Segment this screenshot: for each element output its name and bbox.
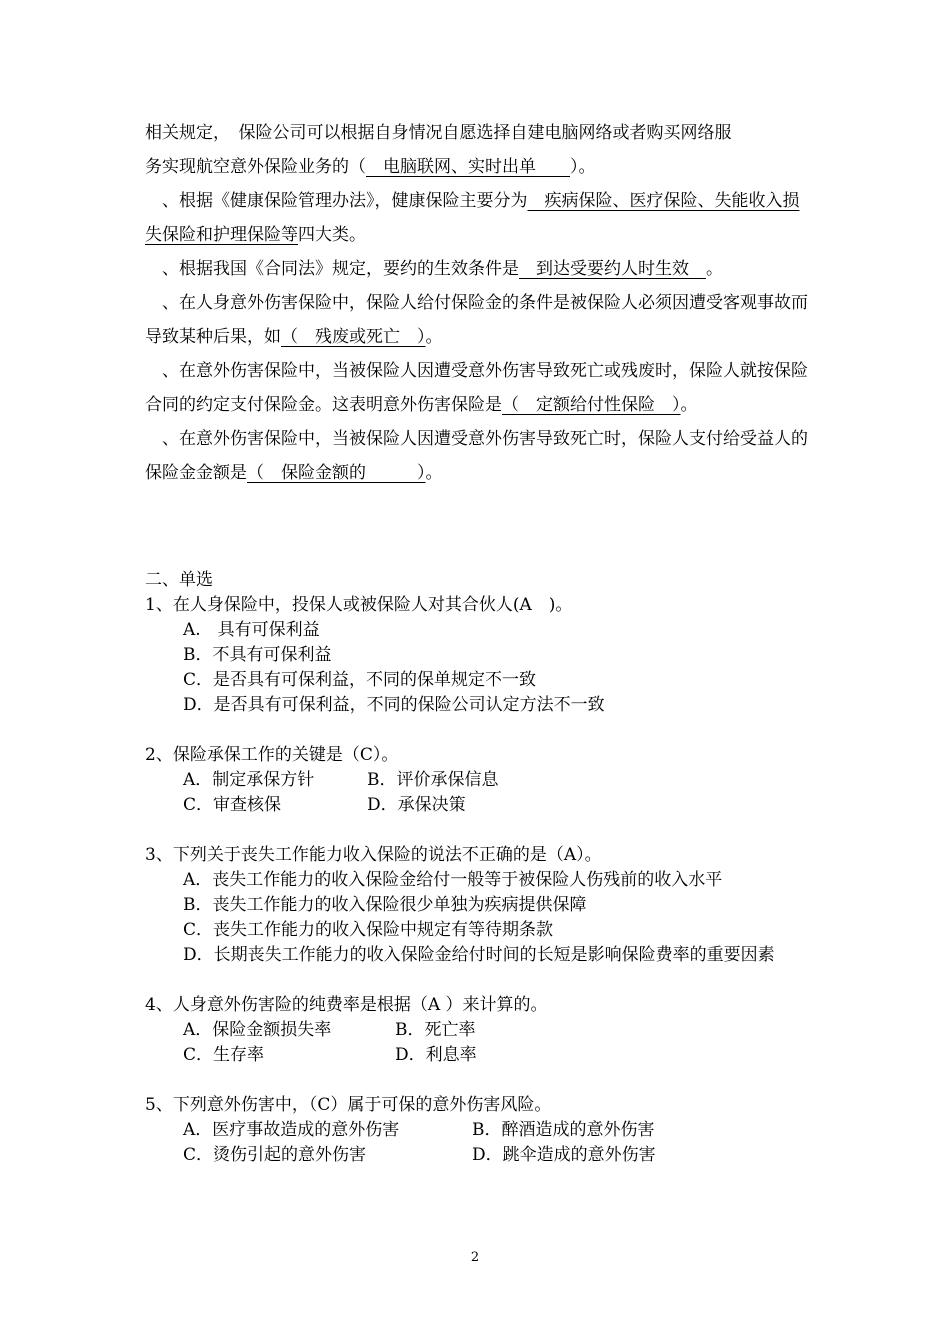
fill-text: 、在人身意外伤害保险中，保险人给付保险金的条件是被保险人必须因遭受客观事故而导致某种后果，如 bbox=[145, 293, 808, 347]
option: C．是否具有可保利益，不同的保单规定不一致 bbox=[183, 670, 537, 690]
fill-answer: （ 保险金额的 ） bbox=[247, 463, 426, 483]
fill-answer: （ 残废或死亡 ） bbox=[281, 327, 426, 347]
option: D．跳伞造成的意外伤害 bbox=[472, 1145, 656, 1165]
option: D．长期丧失工作能力的收入保险金给付时间的长短是影响保险费率的重要因素 bbox=[183, 945, 775, 965]
option-row bbox=[145, 1118, 810, 1143]
section-title: 二、单选 bbox=[145, 570, 213, 590]
option: C．审查核保 bbox=[183, 795, 282, 815]
option-row bbox=[145, 1143, 810, 1168]
fill-answer: 疾病保险、医疗保险、失能收入损失保险和护理保险等 bbox=[145, 191, 800, 245]
question-1 bbox=[145, 593, 810, 718]
fill-text: 、根据我国《合同法》规定，要约的生效条件是 bbox=[145, 259, 519, 279]
fill-answer: 到达受要约人时生效 bbox=[519, 259, 706, 279]
option-row bbox=[145, 1043, 810, 1068]
fill-item-4 bbox=[145, 286, 810, 354]
option: B．丧失工作能力的收入保险很少单独为疾病提供保障 bbox=[183, 895, 587, 915]
page-number: 2 bbox=[470, 1250, 480, 1265]
fill-item-2 bbox=[145, 184, 810, 252]
question-stem: 4、人身意外伤害险的纯费率是根据（A ）来计算的。 bbox=[145, 995, 548, 1015]
option: B．评价承保信息 bbox=[367, 770, 499, 790]
fill-item-3 bbox=[145, 252, 810, 286]
question-stem: 1、在人身保险中，投保人或被保险人对其合伙人(A )。 bbox=[145, 595, 573, 615]
option-row bbox=[145, 768, 810, 793]
question-stem: 5、下列意外伤害中，（C）属于可保的意外伤害风险。 bbox=[145, 1095, 552, 1115]
question-stem: 2、保险承保工作的关键是（C）。 bbox=[145, 745, 399, 765]
fill-in-section bbox=[145, 116, 810, 490]
fill-answer: （ 定额给付性保险 ） bbox=[502, 395, 681, 415]
question-stem: 3、下列关于丧失工作能力收入保险的说法不正确的是（A）。 bbox=[145, 845, 602, 865]
fill-text: 相关规定， 保险公司可以根据自身情况自愿选择自建电脑网络或者购买网络服 bbox=[145, 123, 732, 143]
fill-text: 。 bbox=[425, 327, 443, 347]
option: B．死亡率 bbox=[395, 1020, 476, 1040]
option: B．不具有可保利益 bbox=[183, 645, 332, 665]
fill-text: 、在意外伤害保险中，当被保险人因遭受意外伤害导致死亡或残废时，保险人就按保险合同的约定支付保险金。这表明意外伤害保险是 bbox=[145, 361, 808, 415]
question-2 bbox=[145, 743, 810, 818]
option: D．是否具有可保利益，不同的保险公司认定方法不一致 bbox=[183, 695, 605, 715]
fill-text: 。 bbox=[706, 259, 723, 279]
question-3 bbox=[145, 843, 810, 968]
option: A. 具有可保利益 bbox=[183, 620, 320, 640]
option: A．医疗事故造成的意外伤害 bbox=[183, 1120, 400, 1140]
option: C．烫伤引起的意外伤害 bbox=[183, 1145, 367, 1165]
option: B．醉酒造成的意外伤害 bbox=[472, 1120, 655, 1140]
fill-item-5 bbox=[145, 354, 810, 422]
single-choice-section bbox=[145, 568, 810, 1168]
fill-text: 。 bbox=[680, 395, 698, 415]
option: D．承保决策 bbox=[367, 795, 466, 815]
fill-text: 、在意外伤害保险中，当被保险人因遭受意外伤害导致死亡时，保险人支付给受益人的保险金金额是 bbox=[145, 429, 808, 483]
fill-text: 。 bbox=[425, 463, 443, 483]
option: C．丧失工作能力的收入保险中规定有等待期条款 bbox=[183, 920, 554, 940]
option: A．丧失工作能力的收入保险金给付一般等于被保险人伤残前的收入水平 bbox=[183, 870, 723, 890]
option: A．制定承保方针 bbox=[183, 770, 315, 790]
option-row bbox=[145, 793, 810, 818]
question-4 bbox=[145, 993, 810, 1068]
fill-text: ）。 bbox=[570, 157, 596, 177]
option: D．利息率 bbox=[395, 1045, 477, 1065]
option-row bbox=[145, 1018, 810, 1043]
fill-text: 务实现航空意外保险业务的（ bbox=[145, 157, 366, 177]
option: A．保险金额损失率 bbox=[183, 1020, 332, 1040]
question-5 bbox=[145, 1093, 810, 1168]
fill-item-6 bbox=[145, 422, 810, 490]
fill-text: 、根据《健康保险管理办法》，健康保险主要分为 bbox=[145, 191, 528, 211]
fill-item-1 bbox=[145, 116, 810, 184]
option: C．生存率 bbox=[183, 1045, 265, 1065]
fill-text: 四大类。 bbox=[298, 225, 366, 245]
fill-answer: 电脑联网、实时出单 bbox=[366, 157, 570, 177]
